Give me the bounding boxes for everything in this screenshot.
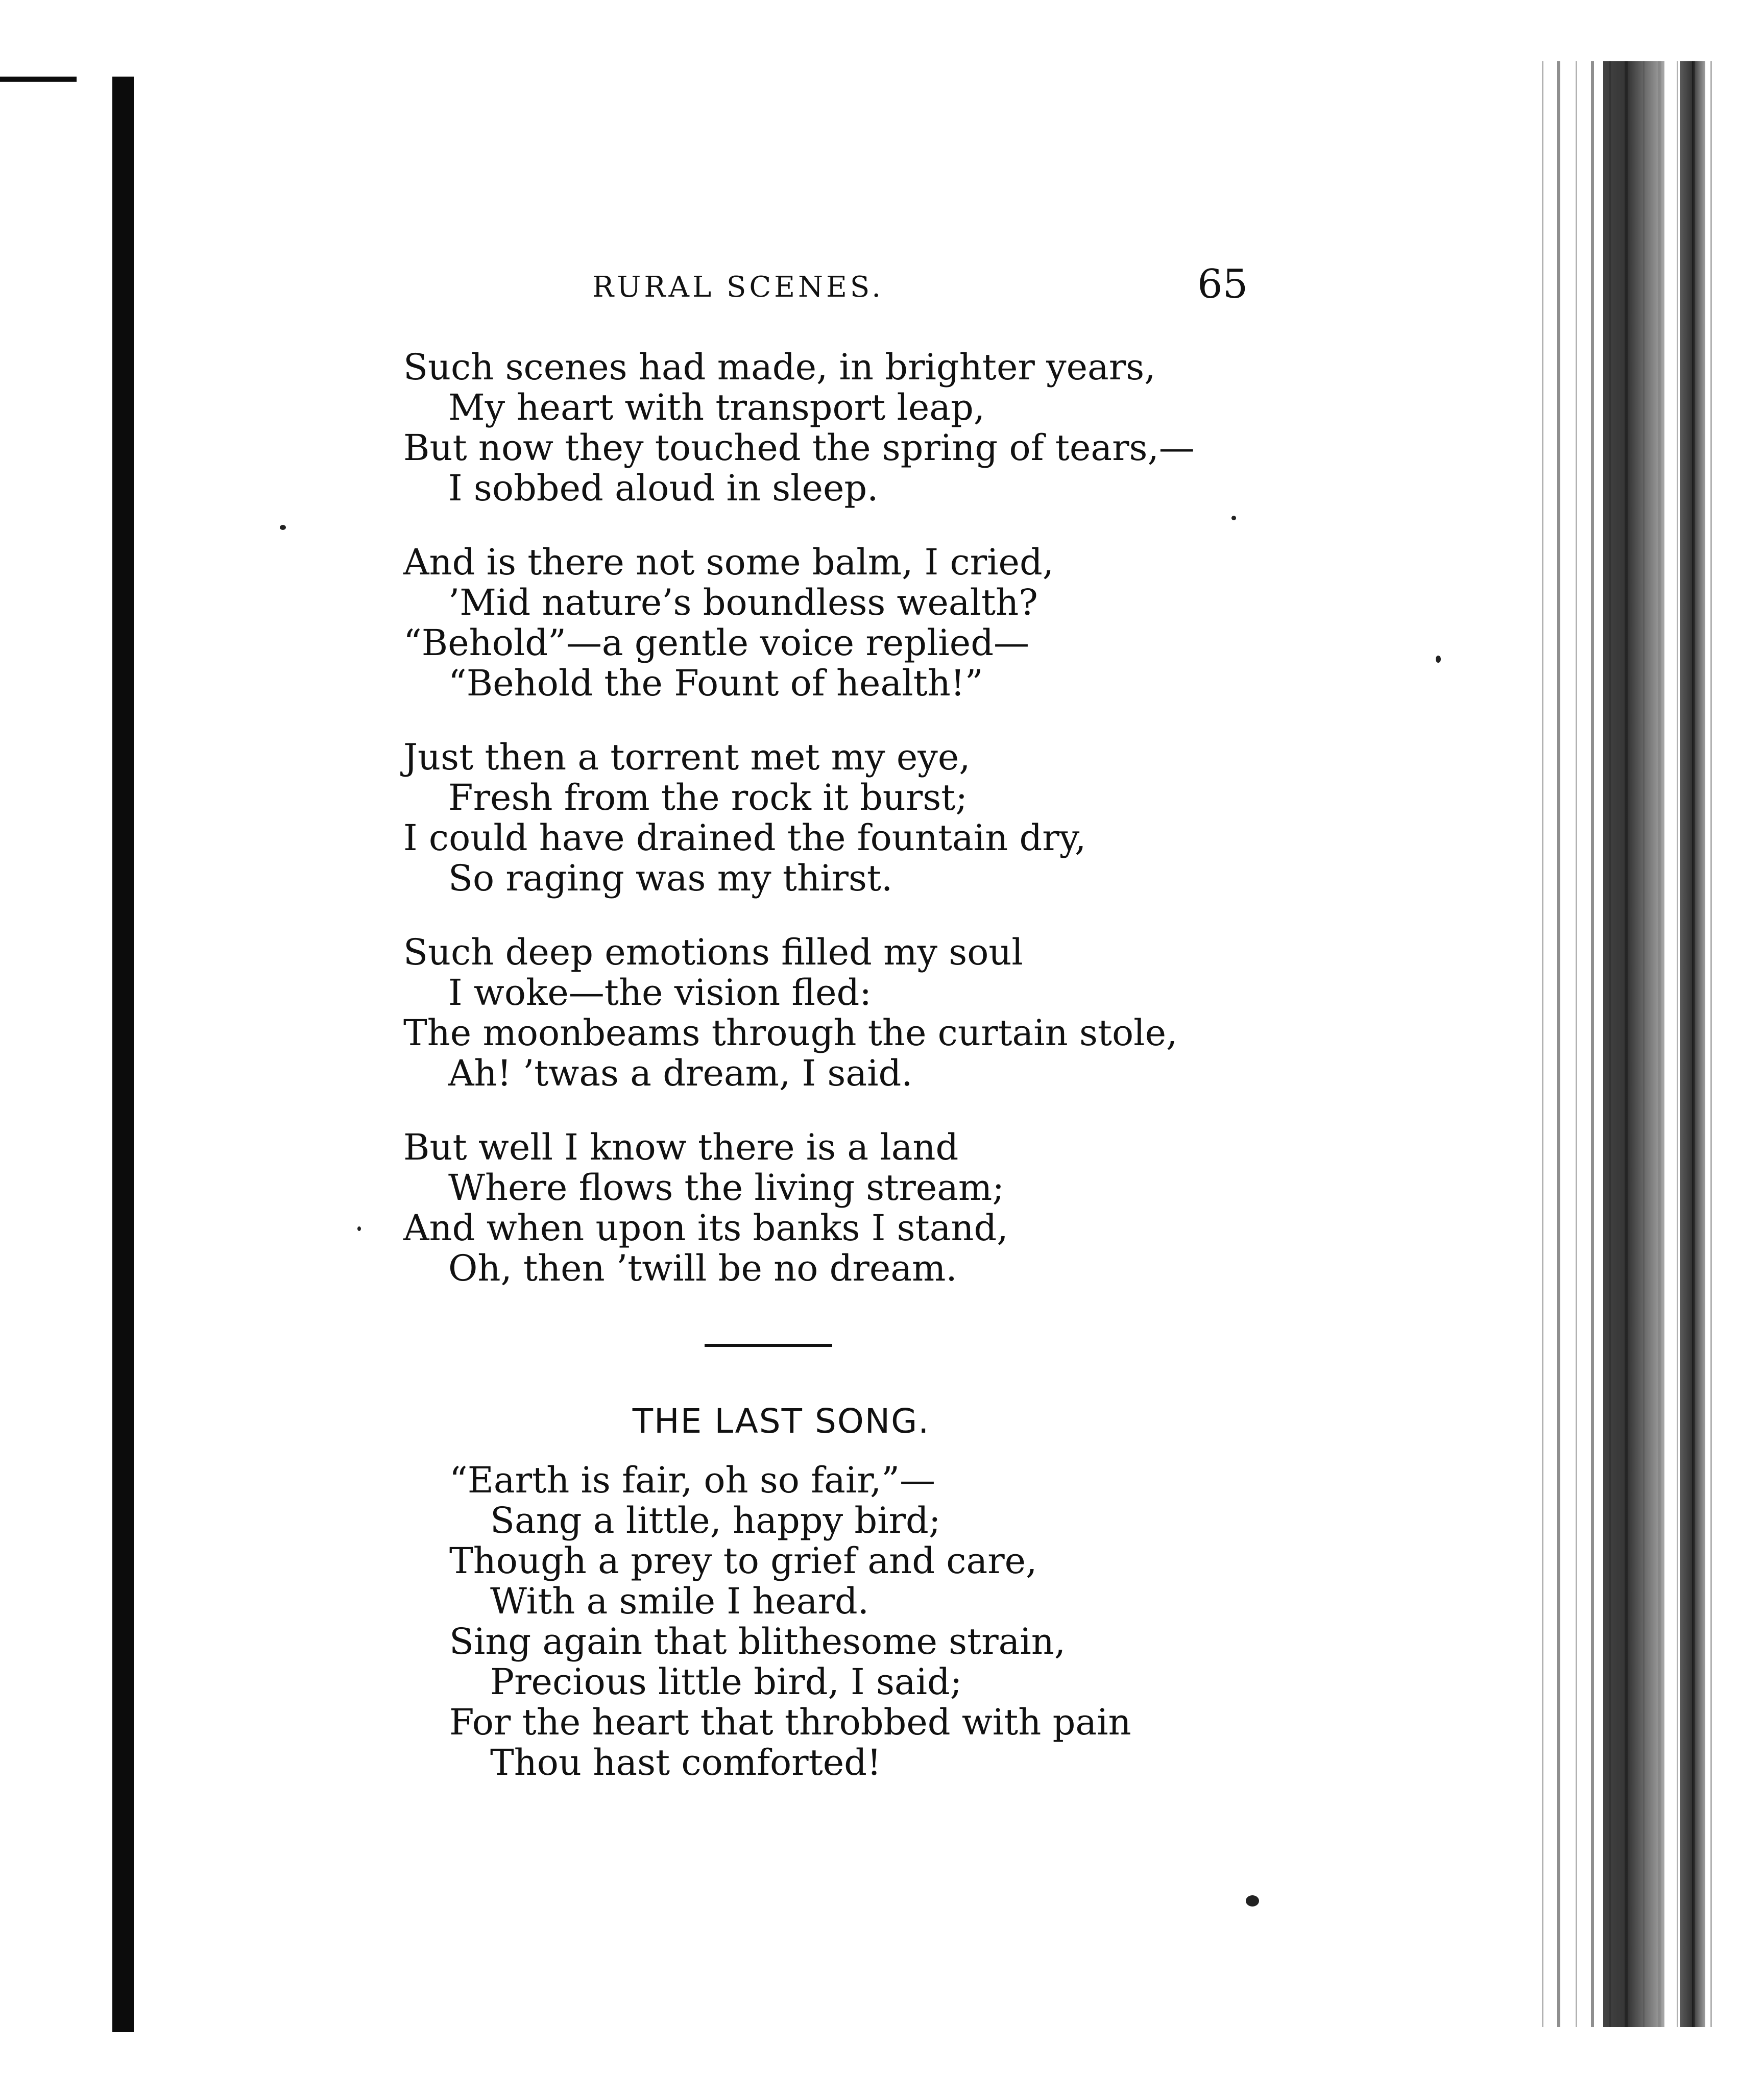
verse-line: So raging was my thirst. bbox=[448, 857, 893, 899]
scan-page-edge bbox=[1527, 61, 1721, 2027]
song-title bbox=[0, 1402, 1562, 1441]
verse-line: Thou hast comforted! bbox=[490, 1742, 882, 1783]
verse-line: “Earth is fair, oh so fair,”— bbox=[449, 1459, 936, 1501]
stanza bbox=[403, 347, 1322, 509]
dust-speck bbox=[280, 525, 286, 530]
verse-line: Such deep emotions filled my soul bbox=[403, 931, 1023, 973]
verse-line: My heart with transport leap, bbox=[448, 387, 985, 428]
scan-binding-edge bbox=[112, 77, 134, 2032]
running-head: RURAL SCENES. bbox=[592, 271, 884, 304]
verse-line: And is there not some balm, I cried, bbox=[403, 541, 1054, 583]
verse-line: Fresh from the rock it burst; bbox=[448, 777, 968, 818]
verse-line: I could have drained the fountain dry, bbox=[403, 817, 1086, 859]
verse-line: “Behold”—a gentle voice replied— bbox=[403, 622, 1030, 664]
scan-edge-dark-band bbox=[1603, 61, 1664, 2027]
stanza bbox=[403, 932, 1322, 1094]
verse-line: Such scenes had made, in brighter years, bbox=[403, 346, 1156, 388]
page-number: 65 bbox=[1197, 261, 1248, 307]
verse-line: Though a prey to grief and care, bbox=[449, 1540, 1037, 1582]
verse-line: Ah! ’twas a dream, I said. bbox=[448, 1052, 913, 1094]
song-title-text: THE LAST SONG. bbox=[632, 1402, 930, 1441]
stanza bbox=[403, 1127, 1322, 1289]
verse-line: Sang a little, happy bird; bbox=[490, 1500, 941, 1541]
dust-speck bbox=[357, 1226, 361, 1231]
verse-line: ’Mid nature’s boundless wealth? bbox=[448, 582, 1038, 623]
verse-line: Where flows the living stream; bbox=[448, 1167, 1004, 1209]
verse-line: I sobbed aloud in sleep. bbox=[448, 467, 879, 509]
verse-line: Oh, then ’twill be no dream. bbox=[448, 1247, 957, 1289]
section-divider bbox=[705, 1344, 832, 1347]
stanza bbox=[403, 737, 1322, 899]
song-body bbox=[449, 1460, 1317, 1783]
scan-edge-dark-band-2 bbox=[1680, 61, 1705, 2027]
verse-line: I woke—the vision fled: bbox=[448, 972, 872, 1014]
verse-line: Just then a torrent met my eye, bbox=[403, 736, 971, 778]
verse-line: The moonbeams through the curtain stole, bbox=[403, 1012, 1178, 1054]
verse-line: For the heart that throbbed with pain bbox=[449, 1701, 1131, 1743]
verse-line: And when upon its banks I stand, bbox=[403, 1207, 1008, 1249]
dust-speck bbox=[1246, 1895, 1259, 1907]
verse-line: With a smile I heard. bbox=[490, 1580, 869, 1622]
verse-line: “Behold the Fount of health!” bbox=[448, 662, 983, 704]
poem-body bbox=[403, 347, 1322, 1322]
verse-line: Precious little bird, I said; bbox=[490, 1661, 962, 1703]
dust-speck bbox=[1436, 656, 1441, 663]
verse-line: Sing again that blithesome strain, bbox=[449, 1621, 1066, 1662]
scan-edge-cap bbox=[0, 77, 77, 82]
verse-line: But now they touched the spring of tears,— bbox=[403, 427, 1195, 469]
verse-line: But well I know there is a land bbox=[403, 1126, 959, 1168]
stanza bbox=[403, 542, 1322, 704]
page-header bbox=[0, 261, 1764, 311]
